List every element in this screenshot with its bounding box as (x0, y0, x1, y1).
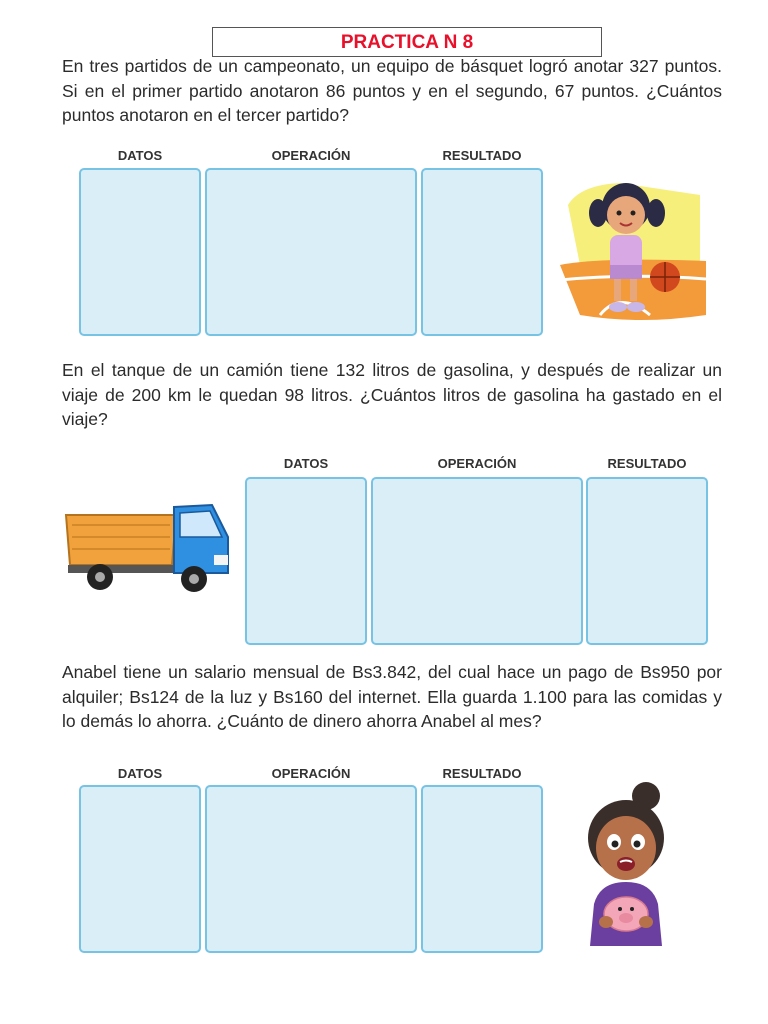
problem-1-datos-box[interactable] (79, 168, 201, 336)
problem-2-resultado-box[interactable] (586, 477, 708, 645)
girl-basketball-illustration (560, 165, 706, 325)
problem-3-datos-header: DATOS (117, 766, 163, 781)
problem-2-text: En el tanque de un camión tiene 132 litros de gasolina, y después de realizar un viaje de 200 km le quedan 98 litros. ¿Cuántos litros de gasolina ha gastado en el viaje? (62, 360, 722, 429)
problem-3-resultado-header: RESULTADO (442, 766, 522, 781)
problem-2-resultado-header: RESULTADO (607, 456, 687, 471)
problem-1-text: En tres partidos de un campeonato, un equipo de básquet logró anotar 327 puntos. Si en el primer partido anotaron 86 puntos y en el segundo, 67 puntos. ¿Cuántos puntos anotaron en el tercer partido? (62, 56, 722, 125)
problem-2-datos-box[interactable] (245, 477, 367, 645)
problem-3-operacion-box[interactable] (205, 785, 417, 953)
girl-piggy-bank-illustration (578, 778, 678, 954)
problem-3-resultado-box[interactable] (421, 785, 543, 953)
problem-2-operacion-box[interactable] (371, 477, 583, 645)
problem-3-datos-box[interactable] (79, 785, 201, 953)
problem-1-resultado-box[interactable] (421, 168, 543, 336)
page-title: PRACTICA N 8 (212, 27, 602, 57)
problem-1-datos-header: DATOS (117, 148, 163, 163)
problem-1-operacion-box[interactable] (205, 168, 417, 336)
problem-3-operacion-header: OPERACIÓN (271, 766, 351, 781)
problem-3-text: Anabel tiene un salario mensual de Bs3.842, del cual hace un pago de Bs950 por alquiler; Bs124 de la luz y Bs160 del internet. Ella guarda 1.100 para las comidas y lo demás lo ahorra. ¿Cuánto de dinero ahorra Anabel al mes? (62, 662, 722, 731)
problem-2-operacion-header: OPERACIÓN (437, 456, 517, 471)
problem-1-resultado-header: RESULTADO (442, 148, 522, 163)
problem-2-datos-header: DATOS (283, 456, 329, 471)
problem-1-operacion-header: OPERACIÓN (271, 148, 351, 163)
dump-truck-illustration (64, 495, 234, 603)
